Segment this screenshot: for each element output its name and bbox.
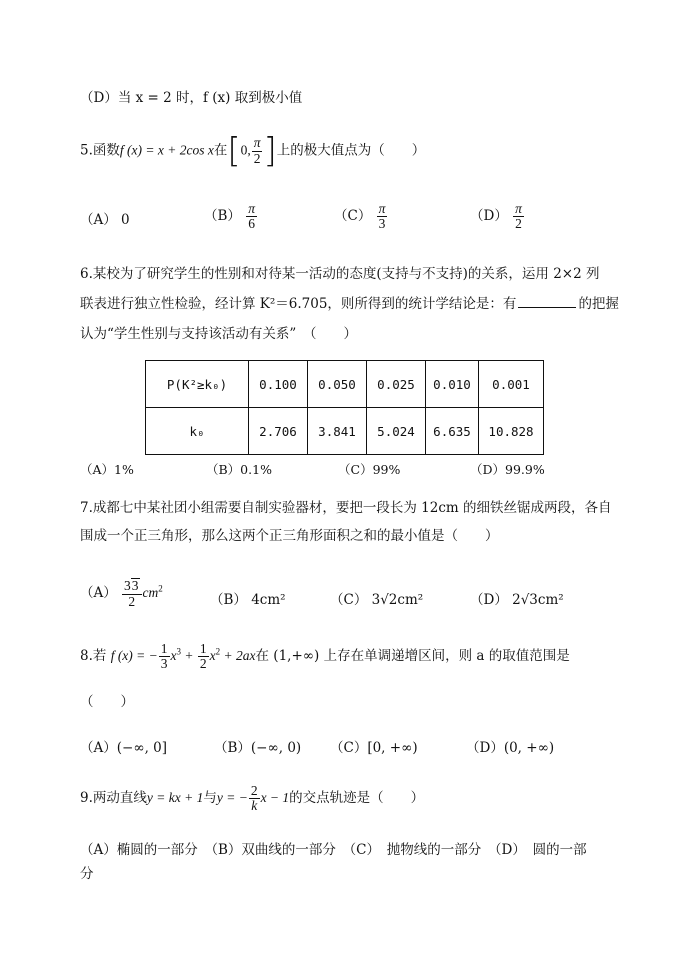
- q5-post: 上的极大值点为（ ）: [276, 142, 426, 159]
- q5-option-b: （B） $\frac{\pi}{6}$: [204, 201, 255, 232]
- q5-mid: 在: [213, 142, 228, 159]
- q6-option-a: （A）1%: [80, 462, 134, 477]
- q5-right-bracket: ]: [263, 131, 277, 171]
- table-cell: 5.024: [367, 408, 426, 455]
- q7-option-d: （D） 2√3cm²: [470, 592, 564, 608]
- q6-option-d: （D）99.9%: [470, 462, 545, 477]
- q8-option-a: （A）(−∞, 0]: [80, 740, 168, 756]
- q4-option-d: （D）当 x = 2 时，f (x) 取到极小值: [80, 90, 303, 106]
- q5-interval-start: 0,: [240, 142, 251, 158]
- table-row-header: k₀: [146, 408, 249, 455]
- q5-left-bracket: [: [227, 131, 241, 171]
- q7-line1: 7.成都七中某社团小组需要自制实验器材，要把一段长为 12cm 的细铁丝锯成两段，各自: [80, 500, 612, 516]
- q7-option-a: （A） $\frac{33}{2}$ $cm^2$: [80, 578, 163, 609]
- q7-line2: 围成一个正三角形，那么这两个正三角形面积之和的最小值是（ ）: [80, 528, 499, 544]
- q9-line2-eq: y = − $\frac{2}{k}$ x − 1: [216, 783, 290, 814]
- q8-option-b: （B）(−∞, 0): [214, 740, 302, 756]
- q6-line1: 6.某校为了研究学生的性别和对待某一活动的态度(支持与不支持)的关系，运用 2×2 列: [80, 266, 600, 282]
- table-cell: 0.010: [426, 361, 479, 408]
- q5-option-d: （D） $\frac{\pi}{2}$: [470, 201, 522, 232]
- critical-value-table: [145, 360, 544, 455]
- q5-func: f (x) = x + 2cos x: [119, 142, 214, 158]
- q8-stem: 8.若 f (x) = − $\frac{1}{3}$ $x^3$ + $\frac{1}{2}$ $x^2 + 2ax$在 (1,+∞) 上存在单调递增区间，则 a 的取值范围是: [80, 641, 570, 672]
- q9-options: （A）椭圆的一部分 （B）双曲线的一部分 （C） 抛物线的一部分 （D） 圆的一部: [80, 842, 587, 858]
- q6-line2: 联表进行独立性检验，经计算 K²＝6.705，则所得到的统计学结论是：有 的把握: [80, 296, 619, 312]
- q5-pre: 5.函数: [80, 142, 120, 159]
- table-cell: 10.828: [479, 408, 544, 455]
- table-cell: 0.050: [308, 361, 367, 408]
- table-cell: 3.841: [308, 408, 367, 455]
- table-cell: 6.635: [426, 408, 479, 455]
- table-cell: 2.706: [249, 408, 308, 455]
- q9-options-wrap: 分: [80, 866, 94, 882]
- q7-option-b: （B） 4cm²: [210, 592, 286, 608]
- q6-option-b: （B）0.1%: [206, 462, 272, 477]
- q5-option-c: （C） $\frac{\pi}{3}$: [334, 201, 386, 232]
- q6-line3: 认为“学生性别与支持该活动有关系” （ ）: [80, 326, 358, 342]
- q9-line1-eq: y = kx + 1: [146, 789, 204, 805]
- q6-answer-blank: [518, 295, 576, 308]
- table-cell: 0.001: [479, 361, 544, 408]
- q9-stem: 9.两动直线y = kx + 1与y = − $\frac{2}{k}$ x − 1的交点轨迹是（ ）: [80, 783, 425, 814]
- q5-stem: [80, 131, 426, 171]
- table-cell: 0.100: [249, 361, 308, 408]
- q8-line2: （ ）: [80, 694, 134, 710]
- q5-interval-end: $\frac{\pi}{2}$: [253, 135, 261, 166]
- table-row: [146, 361, 544, 408]
- table-row-header: P(K²≥k₀): [146, 361, 249, 408]
- q5-option-a: （A） 0: [80, 212, 130, 228]
- table-row: [146, 408, 544, 455]
- q8-option-d: （D）(0, +∞): [466, 740, 555, 756]
- q8-func: f (x) = − $\frac{1}{3}$ $x^3$ + $\frac{1}{2}$ $x^2 + 2ax$: [110, 641, 256, 672]
- table-cell: 0.025: [367, 361, 426, 408]
- q6-option-c: （C）99%: [338, 462, 401, 477]
- q7-option-c: （C） 3√2cm²: [330, 592, 424, 608]
- q8-option-c: （C）[0, +∞): [330, 740, 418, 756]
